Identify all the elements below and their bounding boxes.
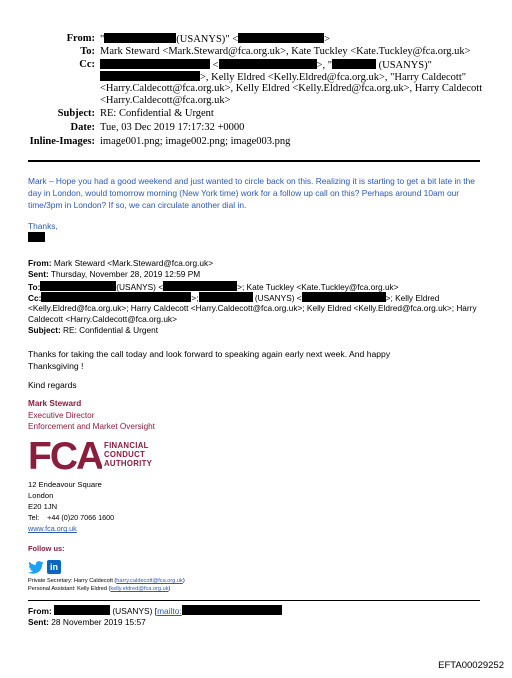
subject-value: RE: Confidential & Urgent <box>100 108 214 119</box>
ps-email-link[interactable]: harry.caldecott@fca.org.uk <box>116 578 183 584</box>
fca-logo-letters: FCA <box>28 438 102 472</box>
cc-line1: < >, " (USANYS)" <box>100 59 432 72</box>
redaction <box>163 281 237 291</box>
redaction <box>41 292 191 302</box>
address-block <box>28 479 102 512</box>
fwd-cc-line3: Caldecott <Harry.Caldecott@fca.org.uk> <box>28 314 177 324</box>
personal-assistant: Personal Assistant: Kelly Eldred (kelly.eldred@fca.org.uk) <box>28 586 171 592</box>
cc-line3: <Harry.Caldecott@fca.org.uk>, Kelly Eldred <Kelly.Eldred@fca.org.uk>, Harry Caldecott <box>100 83 483 94</box>
header-divider <box>28 160 480 162</box>
reply-line: Mark – Hope you had a good weekend and just wanted to circle back on this. Realizing it is starting to get a bit late in the <box>28 176 475 186</box>
fwd-cc: Cc: >; (USANYS) < >; Kelly Eldred <box>28 293 440 303</box>
fwd-from: From: Mark Steward <Mark.Steward@fca.org.uk> <box>28 258 214 268</box>
subject-label: Subject: <box>57 108 95 119</box>
bates-number: EFTA00029252 <box>438 660 504 671</box>
redaction <box>302 292 386 302</box>
message-line: Thanks for taking the call today and look forward to speaking again early next week. And happy <box>28 349 391 359</box>
reply-line: time/3pm in London? If so, we can circulate another dial in. <box>28 200 247 210</box>
address-line: London <box>28 491 54 500</box>
bottom-divider <box>28 600 480 601</box>
logo-line: FINANCIAL <box>104 441 149 450</box>
twitter-icon[interactable] <box>28 561 44 574</box>
redaction <box>100 71 200 81</box>
date-label: Date: <box>70 122 95 133</box>
cc-line4: <Harry.Caldecott@fca.org.uk> <box>100 95 231 106</box>
kind-regards: Kind regards <box>28 380 77 390</box>
fwd-sent: Sent: Thursday, November 28, 2019 12:59 PM <box>28 269 201 279</box>
from-value: " (USANYS)" < > <box>100 34 331 45</box>
inline-images-label: Inline-Images: <box>29 136 95 147</box>
pa-email-link[interactable]: kelly.eldred@fca.org.uk <box>110 586 169 592</box>
signature-name: Mark Steward <box>28 399 82 408</box>
fwd-subject: Subject: RE: Confidential & Urgent <box>28 325 159 335</box>
redaction <box>54 605 110 615</box>
telephone: Tel: +44 (0)20 7066 1600 <box>28 513 115 522</box>
signature-department: Enforcement and Market Oversight <box>28 422 155 431</box>
redaction <box>104 33 176 43</box>
to-label: To: <box>80 46 95 57</box>
address-line: 12 Endeavour Square <box>28 480 102 489</box>
logo-line: CONDUCT <box>104 450 146 459</box>
message-line: Thanksgiving ! <box>28 361 84 371</box>
fca-logo-text <box>104 441 152 468</box>
message-body <box>28 348 390 372</box>
date-value: Tue, 03 Dec 2019 17:17:32 +0000 <box>100 122 245 133</box>
quoted-sent: Sent: 28 November 2019 15:57 <box>28 617 146 627</box>
redaction <box>238 33 324 43</box>
redaction <box>40 281 116 291</box>
redaction <box>100 59 210 69</box>
redaction <box>199 292 253 302</box>
redaction <box>219 59 317 69</box>
cc-label: Cc: <box>79 59 95 70</box>
reply-line: day in London, would tomorrow morning (New York time) work for a follow up call on this? Perhaps around 10am our <box>28 188 460 198</box>
reply-thanks: Thanks, <box>28 221 58 231</box>
redaction <box>182 605 282 615</box>
private-secretary: Private Secretary: Harry Caldecott (harry.caldecott@fca.org.uk) <box>28 578 185 584</box>
redaction <box>332 59 376 69</box>
follow-us-label: Follow us: <box>28 544 65 553</box>
fca-logo-mark <box>28 438 102 472</box>
inline-images-value: image001.png; image002.png; image003.png <box>100 136 291 147</box>
website-link[interactable]: www.fca.org.uk <box>28 524 77 533</box>
fwd-to: To: (USANYS) < >; Kate Tuckley <Kate.Tuckley@fca.org.uk> <box>28 282 399 292</box>
quoted-from: From: (USANYS) [mailto: <box>28 605 282 617</box>
to-value: Mark Steward <Mark.Steward@fca.org.uk>, Kate Tuckley <Kate.Tuckley@fca.org.uk> <box>100 46 471 57</box>
fwd-cc-line2: <Kelly.Eldred@fca.org.uk>; Harry Caldecott <Harry.Caldecott@fca.org.uk>; Kelly Eldred <Kelly.Eldred@fca.org.uk>; Harry <box>28 303 477 313</box>
signature-title: Executive Director <box>28 411 95 420</box>
mailto-link[interactable]: mailto: <box>157 606 182 616</box>
reply-body <box>28 175 488 211</box>
linkedin-icon[interactable]: in <box>47 560 61 574</box>
cc-line2: >, Kelly Eldred <Kelly.Eldred@fca.org.uk>, "Harry Caldecott" <box>100 71 466 84</box>
logo-line: AUTHORITY <box>104 459 153 468</box>
from-label: From: <box>66 33 95 44</box>
fca-logo <box>28 438 168 472</box>
address-line: E20 1JN <box>28 502 58 511</box>
redaction <box>28 232 45 242</box>
